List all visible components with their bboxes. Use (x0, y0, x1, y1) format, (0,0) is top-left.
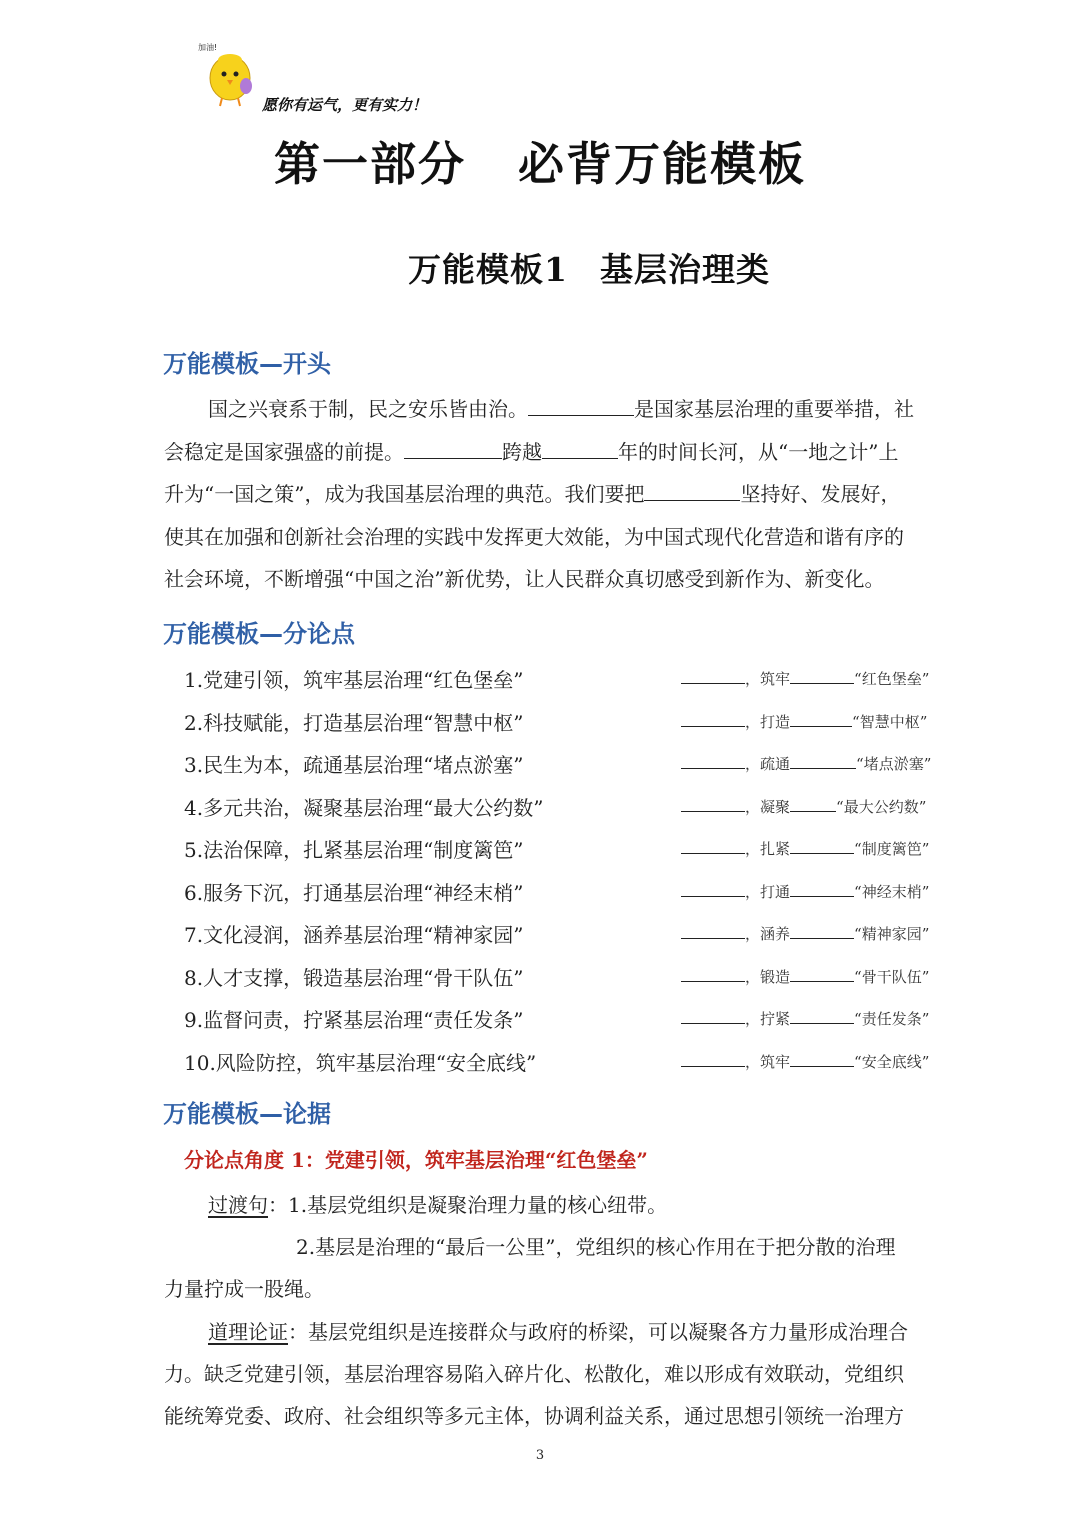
point-template: ，筑牢 “安全底线” (681, 1051, 929, 1072)
main-title-name: 必背万能模板 (518, 137, 806, 191)
opening-line: 升为“一国之策”，成为我国基层治理的典范。我们要把 坚持好、发展好， (164, 482, 901, 506)
fill-blank (790, 1008, 854, 1024)
fill-blank (790, 881, 854, 897)
point-row (184, 707, 964, 737)
fill-blank (681, 923, 745, 939)
point-verb: 拧紧 (760, 1010, 791, 1028)
fill-blank (790, 1051, 854, 1067)
page-number: 3 (535, 1448, 545, 1463)
reason-line-1: 道理论证：基层党组织是连接群众与政府的桥梁，可以凝聚各方力量形成治理合 (208, 1320, 908, 1344)
fill-blank (528, 395, 634, 416)
point-template: ，打造 “智慧中枢” (681, 711, 927, 732)
fill-blank (681, 966, 745, 982)
fill-blank (790, 966, 854, 982)
section-heading-opening: 万能模板—开头 (163, 350, 331, 378)
point-term: “神经末梢” (854, 882, 930, 901)
point-verb: 凝聚 (760, 797, 791, 816)
point-term: “堵点淤塞” (856, 755, 932, 773)
chick-mascot-icon (196, 40, 260, 110)
mascot-bubble: 加油! (198, 43, 218, 52)
point-row (184, 962, 964, 992)
point-verb: 扎紧 (760, 840, 791, 858)
transition-label: 过渡句 (208, 1193, 268, 1217)
reason-line-2: 力。缺乏党建引领，基层治理容易陷入碎片化、松散化，难以形成有效联动，党组织 (164, 1362, 904, 1386)
point-term: “制度篱笆” (854, 840, 930, 858)
point-title: 6.服务下沉，打通基层治理“神经末梢” (184, 880, 524, 905)
sub-title-category: 基层治理类 (599, 250, 770, 289)
fill-blank (644, 480, 740, 501)
point-template: ，拧紧 “责任发条” (681, 1008, 929, 1029)
point-row (184, 919, 964, 949)
fill-blank (681, 838, 745, 854)
opening-line: 国之兴衰系于制，民之安乐皆由治。 是国家基层治理的重要举措，社 (208, 397, 914, 421)
point-title: 10.风险防控，筑牢基层治理“安全底线” (184, 1050, 537, 1075)
fill-blank (790, 796, 836, 812)
main-title (0, 128, 1080, 194)
point-title: 8.人才支撑，锻造基层治理“骨干队伍” (184, 965, 524, 990)
point-row (184, 834, 964, 864)
point-template: ，打通 “神经末梢” (681, 881, 929, 902)
point-verb: 涵养 (760, 925, 791, 943)
point-row (184, 1004, 964, 1034)
point-verb: 打通 (760, 882, 791, 901)
point-term: “红色堡垒” (854, 670, 930, 688)
point-term: “最大公约数” (836, 797, 927, 816)
angle-heading: 分论点角度 1：党建引领，筑牢基层治理“红色堡垒” (184, 1148, 648, 1172)
point-term: “安全底线” (854, 1052, 930, 1071)
opening-line: 使其在加强和创新社会治理的实践中发挥更大效能，为中国式现代化营造和谐有序的 (164, 524, 904, 549)
transition-line-2: 2.基层是治理的“最后一公里”，党组织的核心作用在于把分散的治理 (296, 1235, 896, 1259)
section-heading-evidence: 万能模板—论据 (163, 1100, 331, 1128)
point-term: “责任发条” (854, 1010, 930, 1028)
fill-blank (681, 711, 745, 727)
point-verb: 打造 (760, 712, 791, 731)
point-title: 3.民生为本，疏通基层治理“堵点淤塞” (184, 753, 524, 777)
reason-label: 道理论证 (208, 1320, 288, 1344)
fill-blank (681, 796, 745, 812)
section-heading-points: 万能模板—分论点 (163, 620, 355, 648)
point-template: ，锻造 “骨干队伍” (681, 966, 929, 987)
fill-blank (542, 438, 618, 459)
point-verb: 筑牢 (760, 670, 791, 688)
point-row (184, 749, 964, 779)
reason-line-3: 能统筹党委、政府、社会组织等多元主体，协调利益关系，通过思想引领统一治理方 (164, 1404, 904, 1428)
point-template: ，涵养 “精神家园” (681, 923, 929, 944)
main-title-part: 第一部分 (274, 137, 466, 191)
opening-paragraph (164, 388, 964, 601)
fill-blank (681, 1051, 745, 1067)
fill-blank (404, 438, 502, 459)
opening-line: 会稳定是国家强盛的前提。 跨越 年的时间长河，从“一地之计”上 (164, 439, 899, 464)
fill-blank (790, 668, 854, 684)
fill-blank (790, 923, 854, 939)
point-row (184, 792, 964, 822)
point-title: 4.多元共治，凝聚基层治理“最大公约数” (184, 795, 544, 820)
fill-blank (681, 881, 745, 897)
point-verb: 筑牢 (760, 1052, 791, 1071)
fill-blank (790, 838, 854, 854)
opening-line: 社会环境，不断增强“中国之治”新优势，让人民群众真切感受到新作为、新变化。 (164, 567, 885, 591)
transition-line-3: 力量拧成一股绳。 (164, 1277, 324, 1301)
point-title: 7.文化浸润，涵养基层治理“精神家园” (184, 923, 524, 947)
point-verb: 疏通 (760, 755, 791, 773)
point-term: “智慧中枢” (852, 712, 928, 731)
fill-blank (790, 753, 856, 769)
point-row (184, 1047, 964, 1077)
sub-title (408, 244, 770, 291)
transition-line-1: 过渡句：1.基层党组织是凝聚治理力量的核心纽带。 (208, 1193, 668, 1217)
point-row (184, 664, 964, 694)
fill-blank (681, 1008, 745, 1024)
motto: 愿你有运气，更有实力！ (262, 96, 428, 114)
point-term: “骨干队伍” (854, 967, 930, 986)
point-title: 2.科技赋能，打造基层治理“智慧中枢” (184, 710, 524, 735)
point-template: ，筑牢 “红色堡垒” (681, 668, 929, 689)
point-verb: 锻造 (760, 967, 791, 986)
point-title: 5.法治保障，扎紧基层治理“制度篱笆” (184, 838, 524, 862)
fill-blank (790, 711, 852, 727)
point-term: “精神家园” (854, 925, 930, 943)
point-row (184, 877, 964, 907)
point-template: ，凝聚 “最大公约数” (681, 796, 926, 817)
sub-title-template: 万能模板1 (408, 250, 568, 289)
fill-blank (681, 668, 745, 684)
point-title: 9.监督问责，拧紧基层治理“责任发条” (184, 1008, 524, 1032)
point-template: ，疏通 “堵点淤塞” (681, 753, 931, 774)
fill-blank (681, 753, 745, 769)
point-template: ，扎紧 “制度篱笆” (681, 838, 929, 859)
point-title: 1.党建引领，筑牢基层治理“红色堡垒” (184, 668, 524, 692)
